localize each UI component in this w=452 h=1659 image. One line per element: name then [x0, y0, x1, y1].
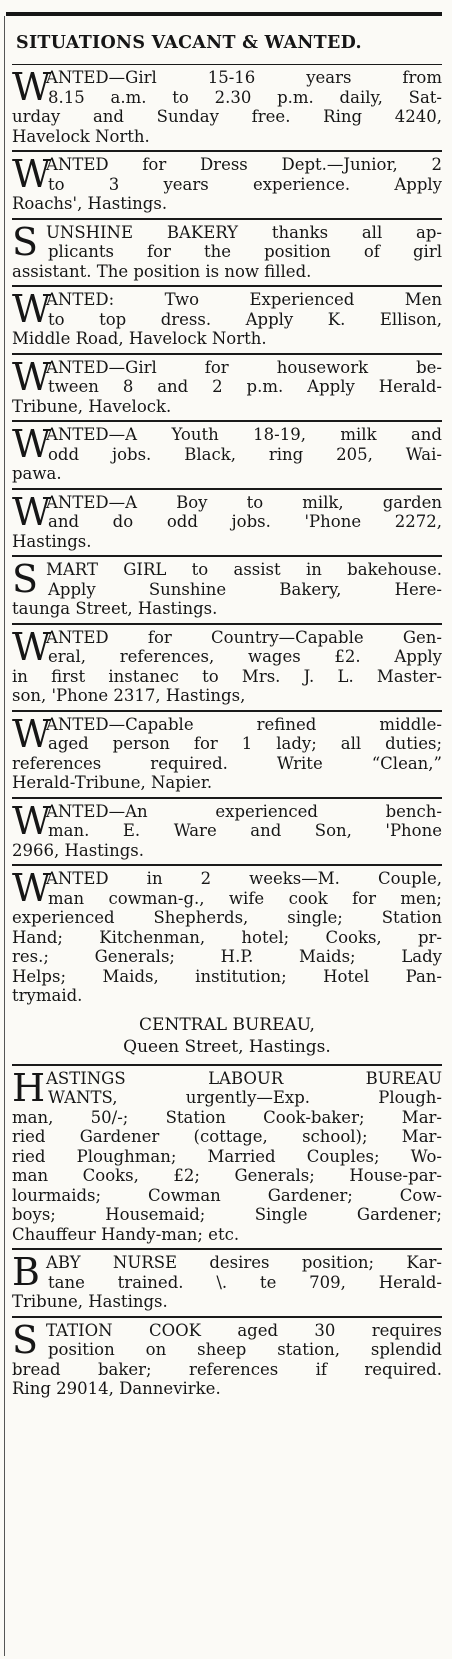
classified-column — [12, 30, 442, 1403]
ad-line: plicants for the position of girl — [48, 242, 442, 261]
ad-line: eral, references, wages £2. Apply — [48, 647, 442, 666]
ad-line-text: TATION COOK aged 30 requires — [46, 1320, 442, 1340]
ad-line-text: ABY NURSE desires position; Kar- — [46, 1253, 442, 1272]
ad-line-text: ANTED for Country—Capable Gen- — [46, 627, 442, 647]
ad-line: man, 50/-; Station Cook-baker; Mar- — [12, 1107, 442, 1127]
ad-line-text: ANTED—Capable refined middle- — [46, 714, 442, 734]
ad-line: position on sheep station, splendid — [48, 1340, 442, 1359]
ad-line: bread baker; references if required. — [12, 1359, 442, 1379]
ad-line-text: ANTED: Two Experienced Men — [46, 290, 442, 309]
ad-line: odd jobs. Black, ring 205, Wai- — [48, 444, 442, 464]
ad-line-text: ANTED—A Youth 18-19, milk and — [46, 425, 442, 444]
classified-ad — [12, 150, 442, 218]
ad-line: Chauffeur Handy-man; etc. — [12, 1224, 240, 1244]
ad-line: urday and Sunday free. Ring 4240, — [12, 107, 442, 126]
ad-line: Herald-Tribune, Napier. — [12, 773, 213, 792]
ad-line: pawa. — [12, 464, 62, 483]
ad-line: tween 8 and 2 p.m. Apply Herald- — [48, 377, 442, 396]
ad-line: Middle Road, Havelock North. — [12, 329, 267, 348]
classified-ad — [12, 285, 442, 353]
ad-line: trymaid. — [12, 986, 83, 1005]
ad-line: to 3 years experience. Apply — [48, 174, 442, 194]
ad-line: in first instanec to Mrs. J. L. Master- — [12, 666, 442, 686]
classified-ad — [12, 420, 442, 488]
ad-line: ried Gardener (cottage, school); Mar- — [12, 1127, 442, 1146]
classified-ad — [12, 218, 442, 286]
section-heading: SITUATIONS VACANT & WANTED. — [16, 33, 362, 53]
drop-cap: W — [12, 489, 52, 534]
classified-ad — [12, 64, 442, 150]
ads-list — [12, 64, 442, 1010]
ad-line: ried Ploughman; Married Couples; Wo- — [12, 1146, 442, 1166]
drop-cap: W — [12, 287, 52, 331]
ad-line: Tribune, Hastings. — [12, 1292, 168, 1311]
ad-line-text: MART GIRL to assist in bakehouse. — [46, 560, 442, 579]
drop-cap: W — [12, 798, 52, 843]
drop-cap: B — [12, 1250, 40, 1294]
classified-ad — [12, 623, 442, 710]
ad-line: son, 'Phone 2317, Hastings, — [12, 686, 246, 705]
classified-ad — [12, 1064, 442, 1249]
ad-line-text: ANTED—A Boy to milk, garden — [46, 492, 442, 512]
ad-line: experienced Shepherds, single; Station — [12, 908, 442, 927]
top-rule — [6, 12, 442, 16]
ad-line: WANTS, urgently—Exp. Plough- — [48, 1088, 442, 1107]
ad-line: Ring 29014, Dannevirke. — [12, 1379, 221, 1398]
drop-cap: W — [12, 711, 52, 756]
ad-line: man. E. Ware and Son, 'Phone — [48, 821, 442, 840]
ad-line: 8.15 a.m. to 2.30 p.m. daily, Sat- — [48, 87, 442, 107]
bureau-name: CENTRAL BUREAU, — [139, 1014, 315, 1035]
ad-line: references required. Write “Clean,” — [12, 753, 442, 773]
ad-line: Roachs', Hastings. — [12, 194, 168, 213]
ad-line: lourmaids; Cowman Gardener; Cow- — [12, 1185, 442, 1205]
ad-line: man cowman-g., wife cook for men; — [48, 888, 442, 908]
ad-line-text: ASTINGS LABOUR BUREAU — [46, 1068, 442, 1088]
drop-cap: S — [12, 219, 39, 264]
ad-line-text: ANTED—Girl for housework be- — [46, 357, 442, 377]
drop-cap: H — [12, 1065, 46, 1110]
drop-cap: S — [12, 1317, 39, 1362]
ad-line: assistant. The position is now filled. — [12, 261, 312, 281]
ad-line: res.; Generals; H.P. Maids; Lady — [12, 947, 442, 966]
classified-ad — [12, 864, 442, 1010]
ad-line: boys; Housemaid; Single Gardener; — [12, 1205, 442, 1224]
ad-line: Havelock North. — [12, 126, 150, 146]
ad-line: Tribune, Havelock. — [12, 396, 172, 416]
ad-line: Hand; Kitchenman, hotel; Cooks, pr- — [12, 927, 442, 947]
classified-ad — [12, 353, 442, 421]
drop-cap: W — [12, 866, 52, 910]
ad-line-text: UNSHINE BAKERY thanks all ap- — [46, 222, 442, 242]
ad-line-text: ANTED—An experienced bench- — [46, 801, 442, 821]
classified-ad — [12, 1316, 442, 1403]
central-bureau-block — [12, 1010, 442, 1064]
ad-line: 2966, Hastings. — [12, 840, 144, 860]
drop-cap: W — [12, 422, 52, 466]
classified-ad — [12, 797, 442, 865]
classified-ad — [12, 1248, 442, 1316]
ad-line: man Cooks, £2; Generals; House-par- — [12, 1166, 442, 1185]
ad-line: Helps; Maids, institution; Hotel Pan- — [12, 966, 442, 986]
drop-cap: W — [12, 354, 52, 399]
ad-line: tane trained. \. te 709, Herald- — [48, 1272, 442, 1292]
drop-cap: W — [12, 624, 52, 669]
ad-line-text: ANTED—Girl 15-16 years from — [46, 68, 442, 87]
drop-cap: S — [12, 557, 39, 601]
ad-line-text: ANTED for Dress Dept.—Junior, 2 — [46, 155, 442, 174]
ad-line: Apply Sunshine Bakery, Here- — [48, 579, 442, 599]
ad-line-text: ANTED in 2 weeks—M. Couple, — [46, 869, 442, 888]
ad-line: taunga Street, Hastings. — [12, 599, 218, 618]
ad-line: Hastings. — [12, 531, 92, 551]
ad-line: and do odd jobs. 'Phone 2272, — [48, 512, 442, 531]
classified-ad — [12, 488, 442, 556]
ad-line: aged person for 1 lady; all duties; — [48, 734, 442, 753]
drop-cap: W — [12, 152, 52, 196]
classified-ad — [12, 555, 442, 623]
bureau-address: Queen Street, Hastings. — [123, 1036, 331, 1057]
ads-list-2 — [12, 1064, 442, 1403]
drop-cap: W — [12, 65, 52, 109]
classified-ad — [12, 710, 442, 797]
column-left-rule — [4, 16, 5, 1656]
ad-line: to top dress. Apply K. Ellison, — [48, 309, 442, 329]
